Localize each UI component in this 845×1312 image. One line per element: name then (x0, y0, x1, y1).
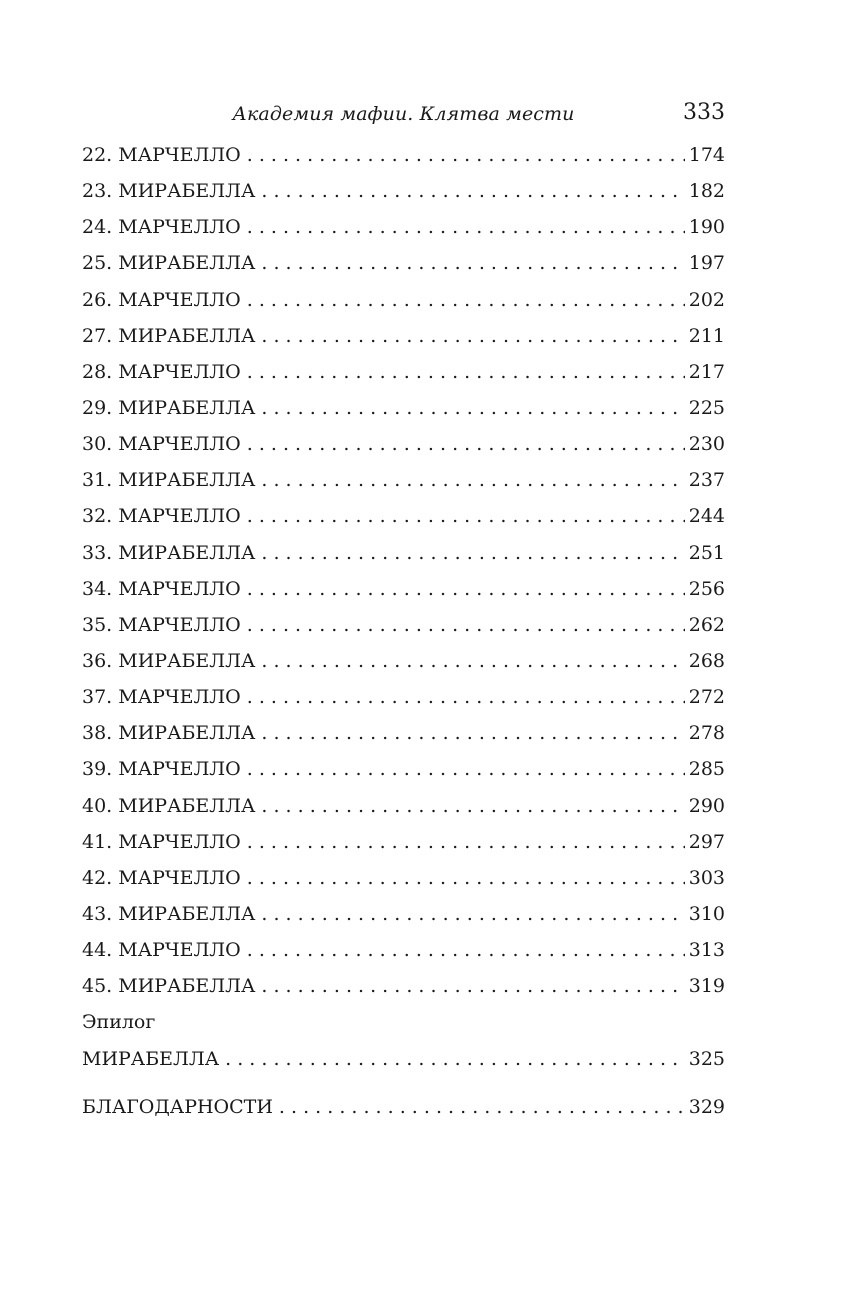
dot-leader (261, 322, 684, 350)
toc-entry-page: 217 (688, 360, 725, 383)
toc-entry (82, 213, 725, 249)
toc-entry-page: 319 (688, 975, 725, 998)
toc-entry-page: 313 (688, 939, 725, 962)
toc-entry (82, 502, 725, 538)
toc-entry-page: 174 (688, 144, 725, 166)
dot-leader (225, 1045, 685, 1073)
toc-entry-page: 310 (688, 902, 725, 925)
toc-entry-label: 43. МИРАБЕЛЛА (82, 902, 256, 925)
toc-entry-label: 36. МИРАБЕЛЛА (82, 649, 256, 672)
dot-leader (247, 213, 685, 241)
dot-leader (279, 1093, 685, 1121)
toc-entry-label: 28. МАРЧЕЛЛО (82, 360, 241, 383)
dot-leader (261, 647, 684, 675)
dot-leader (247, 575, 685, 603)
toc-entry-page: 211 (688, 324, 725, 347)
dot-leader (247, 358, 685, 386)
toc-entry-label: 26. МАРЧЕЛЛО (82, 288, 241, 311)
toc-entry-label: 39. МАРЧЕЛЛО (82, 758, 241, 781)
toc-entry-label: 38. МИРАБЕЛЛА (82, 722, 256, 745)
toc-entry-page: 329 (688, 1095, 725, 1118)
toc-entry-page: 202 (688, 288, 725, 311)
toc-entry (82, 466, 725, 502)
toc-entry-page: 244 (688, 505, 725, 528)
toc-entry-page: 278 (688, 722, 725, 745)
dot-leader (261, 719, 684, 747)
dot-leader (247, 286, 685, 314)
dot-leader (247, 502, 685, 530)
toc-entry-label: 24. МАРЧЕЛЛО (82, 216, 241, 239)
toc-entry-label: 32. МАРЧЕЛЛО (82, 505, 241, 528)
toc-entry-label: 40. МИРАБЕЛЛА (82, 794, 256, 817)
toc-entry-page: 197 (688, 252, 725, 275)
toc-entry-page: 290 (688, 794, 725, 817)
page-number: 333 (683, 100, 725, 125)
dot-leader (247, 430, 685, 458)
toc-entry-page: 285 (688, 758, 725, 781)
toc-section-heading-epilogue: Эпилог (82, 1011, 156, 1034)
toc-entry-page: 262 (688, 613, 725, 636)
toc-entry (82, 430, 725, 466)
toc-entry (82, 177, 725, 213)
book-title: Академия мафии. Клятва мести (232, 103, 575, 125)
dot-leader (247, 141, 685, 169)
toc-entry-page: 268 (688, 649, 725, 672)
toc-chapter-list (82, 141, 725, 1008)
toc-entry-label: 30. МАРЧЕЛЛО (82, 433, 241, 456)
toc-entry-label: 33. МИРАБЕЛЛА (82, 541, 256, 564)
dot-leader (247, 936, 685, 964)
toc-entry-label: 44. МАРЧЕЛЛО (82, 939, 241, 962)
toc-entry-label: 31. МИРАБЕЛЛА (82, 469, 256, 492)
toc-entry-page: 297 (688, 830, 725, 853)
toc-entry-label: 27. МИРАБЕЛЛА (82, 324, 256, 347)
toc-entry (82, 141, 725, 177)
dot-leader (261, 177, 684, 205)
toc-entry-label: 22. МАРЧЕЛЛО (82, 144, 241, 166)
toc-entry-label: МИРАБЕЛЛА (82, 1047, 220, 1070)
toc-entry (82, 539, 725, 575)
dot-leader (247, 683, 685, 711)
dot-leader (247, 828, 685, 856)
toc-entry-acknowledgements (82, 1093, 725, 1129)
dot-leader (261, 539, 684, 567)
toc-entry (82, 322, 725, 358)
dot-leader (261, 394, 684, 422)
toc-entry-label: 35. МАРЧЕЛЛО (82, 613, 241, 636)
toc-entry-label: 37. МАРЧЕЛЛО (82, 686, 241, 709)
toc-entry (82, 249, 725, 285)
toc-entry (82, 900, 725, 936)
toc-entry-label: 25. МИРАБЕЛЛА (82, 252, 256, 275)
dot-leader (261, 792, 684, 820)
toc-entry-page: 230 (688, 433, 725, 456)
toc-entry-page: 237 (688, 469, 725, 492)
toc-entry-page: 225 (688, 396, 725, 419)
toc-entry-epilogue (82, 1045, 725, 1081)
toc-entry-page: 251 (688, 541, 725, 564)
toc-entry-label: 29. МИРАБЕЛЛА (82, 396, 256, 419)
dot-leader (247, 864, 685, 892)
toc-entry-label: 23. МИРАБЕЛЛА (82, 180, 256, 203)
dot-leader (247, 611, 685, 639)
toc-entry-page: 325 (688, 1047, 725, 1070)
toc-entry (82, 358, 725, 394)
toc-entry (82, 755, 725, 791)
toc-entry-page: 256 (688, 577, 725, 600)
toc-entry (82, 792, 725, 828)
dot-leader (261, 249, 684, 277)
toc-entry (82, 575, 725, 611)
toc-entry-page: 303 (688, 866, 725, 889)
toc-entry (82, 936, 725, 972)
toc-entry (82, 719, 725, 755)
toc-entry-label: БЛАГОДАРНОСТИ (82, 1095, 273, 1118)
dot-leader (247, 755, 685, 783)
dot-leader (261, 466, 684, 494)
toc-entry-label: 41. МАРЧЕЛЛО (82, 830, 241, 853)
toc-entry (82, 828, 725, 864)
toc-entry (82, 394, 725, 430)
toc-entry-label: 42. МАРЧЕЛЛО (82, 866, 241, 889)
toc-entry-label: 34. МАРЧЕЛЛО (82, 577, 241, 600)
toc-entry-label: 45. МИРАБЕЛЛА (82, 975, 256, 998)
toc-entry (82, 286, 725, 322)
running-head (82, 100, 725, 128)
toc-entry (82, 972, 725, 1008)
table-of-contents (82, 141, 725, 1129)
dot-leader (261, 972, 684, 1000)
toc-entry-page: 182 (688, 180, 725, 203)
dot-leader (261, 900, 684, 928)
toc-entry (82, 647, 725, 683)
toc-entry (82, 611, 725, 647)
toc-entry-page: 272 (688, 686, 725, 709)
toc-entry-page: 190 (688, 216, 725, 239)
toc-entry (82, 683, 725, 719)
toc-entry (82, 864, 725, 900)
